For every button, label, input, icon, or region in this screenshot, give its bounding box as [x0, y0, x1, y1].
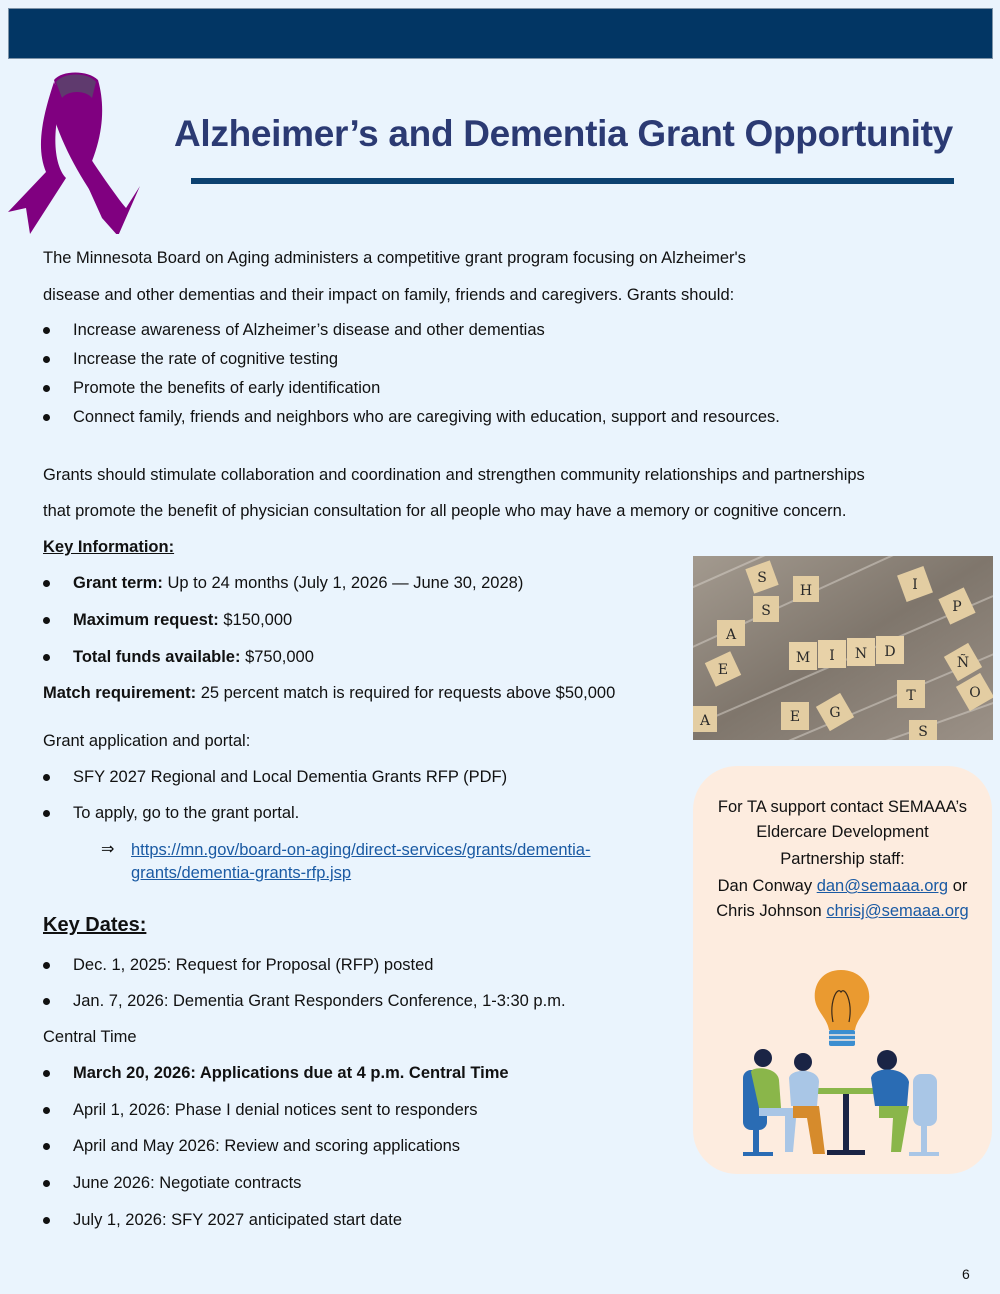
bullet-icon	[43, 654, 50, 661]
tile-n	[847, 638, 875, 666]
page-title: Alzheimer’s and Dementia Grant Opportunity	[174, 113, 953, 154]
ta-support-card	[693, 766, 992, 1174]
bullet-icon	[43, 414, 50, 421]
bullet-icon	[43, 617, 50, 624]
header-banner	[8, 8, 993, 59]
person-left	[743, 1049, 797, 1156]
bullet-icon	[43, 1180, 50, 1187]
bullet-icon	[43, 774, 50, 781]
intro-line-1: The Minnesota Board on Aging administers a competitive grant program focusing on Alzheimer's	[43, 249, 746, 267]
svg-text:N: N	[854, 646, 868, 662]
bullet-icon	[43, 580, 50, 587]
dan-email-link[interactable]: dan@semaaa.org	[816, 877, 949, 895]
bullet-icon	[43, 810, 50, 817]
svg-text:H: H	[799, 583, 813, 599]
svg-text:O: O	[969, 685, 981, 701]
chris-email-link[interactable]: chrisj@semaaa.org	[826, 902, 969, 920]
key-info-heading: Key Information:	[43, 538, 175, 556]
svg-text:E: E	[717, 662, 729, 678]
svg-text:I: I	[912, 577, 918, 593]
tile-m	[789, 642, 817, 670]
bullet-icon	[43, 1217, 50, 1224]
bullet-icon	[43, 385, 50, 392]
bullet-icon	[43, 998, 50, 1005]
svg-text:M: M	[795, 650, 811, 666]
bullet-icon	[43, 962, 50, 969]
page-number: 6	[962, 1266, 970, 1282]
key-dates-heading: Key Dates:	[43, 914, 147, 936]
bullet-icon	[43, 1107, 50, 1114]
person-right	[871, 1050, 939, 1156]
match-requirement: Match requirement: 25 percent match is required for requests above $50,000	[43, 684, 616, 702]
svg-text:G: G	[829, 705, 841, 721]
contact-text: For TA support contact SEMAAA’s Eldercare Development Partnership staff: Dan Conway dan@semaaa.org or Chris Johnson chrisj@semaaa.org	[693, 795, 992, 924]
contact-chris: Chris Johnson chrisj@semaaa.org	[716, 902, 969, 920]
tile-i	[818, 640, 846, 668]
intro-line-2: disease and other dementias and their impact on family, friends and caregivers. Grants should:	[43, 286, 735, 304]
person-middle	[789, 1053, 825, 1154]
svg-text:S: S	[918, 724, 928, 740]
svg-text:I: I	[829, 648, 835, 664]
grant-portal-link[interactable]: https://mn.gov/board-on-aging/direct-services/grants/dementia-	[131, 841, 591, 859]
svg-text:S: S	[757, 570, 767, 586]
bullet-icon	[43, 1143, 50, 1150]
svg-text:P: P	[952, 599, 962, 615]
team-meeting-illustration	[733, 962, 963, 1172]
collab-line-1: Grants should stimulate collaboration and coordination and strengthen community relationships and partnerships	[43, 466, 865, 484]
title-divider	[191, 178, 954, 184]
grant-portal-link-continued[interactable]: grants/dementia-grants-rfp.jsp	[131, 864, 352, 882]
svg-text:T: T	[906, 688, 916, 704]
bullet-icon	[43, 356, 50, 363]
bullet-icon	[43, 1070, 50, 1077]
svg-text:Ñ: Ñ	[956, 655, 970, 671]
bullet-icon	[43, 327, 50, 334]
svg-text:E: E	[789, 709, 801, 725]
lightbulb-icon	[815, 970, 870, 1046]
application-heading: Grant application and portal:	[43, 732, 251, 750]
awareness-ribbon-icon	[6, 68, 146, 234]
scrabble-mind-photo	[693, 556, 993, 740]
date-continuation: Central Time	[43, 1028, 137, 1046]
svg-text:A: A	[725, 627, 737, 643]
svg-text:S: S	[761, 603, 771, 619]
tile-d	[876, 636, 904, 664]
svg-text:D: D	[884, 644, 896, 660]
arrow-right-icon: ⇒	[101, 841, 115, 858]
contact-dan: Dan Conway dan@semaaa.org or	[717, 877, 968, 895]
collab-line-2: that promote the benefit of physician consultation for all people who may have a memory or cognitive concern.	[43, 502, 847, 520]
svg-text:A: A	[699, 713, 711, 729]
